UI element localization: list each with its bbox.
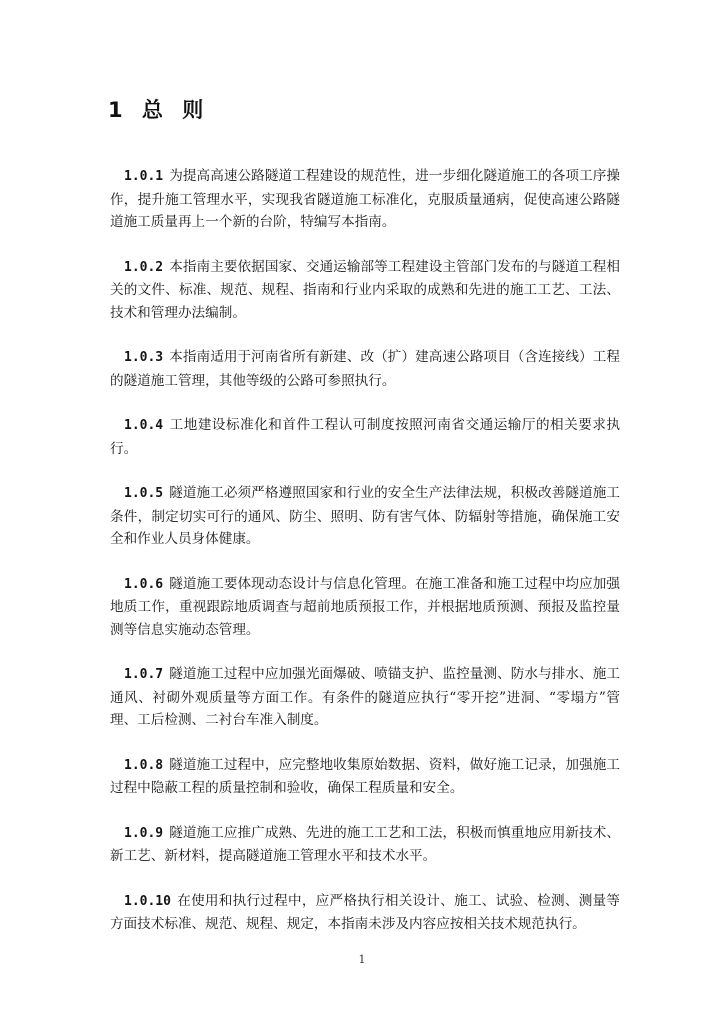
clause-text: 在使用和执行过程中，应严格执行相关设计、施工、试验、检测、测量等方面技术标准、规范、规程、规定，本指南未涉及内容应按相关技术规范执行。 bbox=[110, 892, 620, 932]
clause-text: 本指南主要依据国家、交通运输部等工程建设主管部门发布的与隧道工程相关的文件、标准、规范、规程、指南和行业内采取的成熟和先进的施工工艺、工法、技术和管理办法编制。 bbox=[110, 258, 620, 321]
clause bbox=[110, 256, 620, 325]
clause bbox=[110, 573, 620, 642]
page-number: 1 bbox=[358, 953, 366, 966]
clause-number: 1.0.5 bbox=[124, 486, 164, 501]
clause-number: 1.0.2 bbox=[124, 259, 164, 275]
clause-text: 隧道施工过程中，应完整地收集原始数据、资料，做好施工记录，加强施工过程中隐蔽工程的质量控制和验收，确保工程质量和安全。 bbox=[110, 756, 620, 796]
clause bbox=[110, 663, 620, 732]
clause bbox=[110, 165, 620, 234]
clause-text: 隧道施工应推广成熟、先进的施工工艺和工法，积极而慎重地应用新技术、新工艺、新材料，提高隧道施工管理水平和技术水平。 bbox=[110, 824, 620, 864]
clause-text: 隧道施工过程中应加强光面爆破、喷锚支护、监控量测、防水与排水、施工通风、衬砌外观质量等方面工作。有条件的隧道应执行“零开挖”进洞、“零塌方”管理、工后检测、二衬台车准入制度。 bbox=[110, 666, 620, 728]
clause bbox=[110, 822, 620, 868]
clause bbox=[110, 754, 620, 800]
clause-text: 隧道施工必须严格遵照国家和行业的安全生产法律法规，积极改善隧道施工条件，制定切实可行的通风、防尘、照明、防有害气体、防辐射等措施，确保施工安全和作业人员身体健康。 bbox=[110, 485, 620, 547]
clause-number: 1.0.9 bbox=[124, 825, 164, 841]
clause-text: 工地建设标准化和首件工程认可制度按照河南省交通运输厅的相关要求执行。 bbox=[110, 417, 620, 457]
chapter-title: 1 总 则 bbox=[108, 98, 210, 122]
clause-number: 1.0.6 bbox=[124, 576, 164, 592]
clause-text: 本指南适用于河南省所有新建、改（扩）建高速公路项目（含连接线）工程的隧道施工管理，其他等级的公路可参照执行。 bbox=[110, 349, 620, 389]
clause bbox=[110, 414, 620, 460]
clause-number: 1.0.8 bbox=[124, 757, 164, 773]
clause bbox=[110, 482, 620, 551]
clause bbox=[110, 890, 620, 936]
clause-number: 1.0.10 bbox=[124, 893, 171, 909]
clause-text: 为提高高速公路隧道工程建设的规范性，进一步细化隧道施工的各项工序操作，提升施工管理水平，实现我省隧道施工标准化，克服质量通病，促使高速公路隧道施工质量再上一个新的台阶，特编写本指南。 bbox=[110, 168, 620, 230]
clause bbox=[110, 346, 620, 392]
clause-text: 隧道施工要体现动态设计与信息化管理。在施工准备和施工过程中均应加强地质工作，重视跟踪地质调查与超前地质预报工作，并根据地质预测、预报及监控量测等信息实施动态管理。 bbox=[110, 575, 620, 638]
clause-number: 1.0.4 bbox=[124, 418, 164, 433]
clause-number: 1.0.7 bbox=[124, 667, 164, 682]
clause-number: 1.0.3 bbox=[124, 350, 164, 365]
clause-number: 1.0.1 bbox=[124, 169, 164, 184]
clause-list bbox=[110, 165, 620, 958]
